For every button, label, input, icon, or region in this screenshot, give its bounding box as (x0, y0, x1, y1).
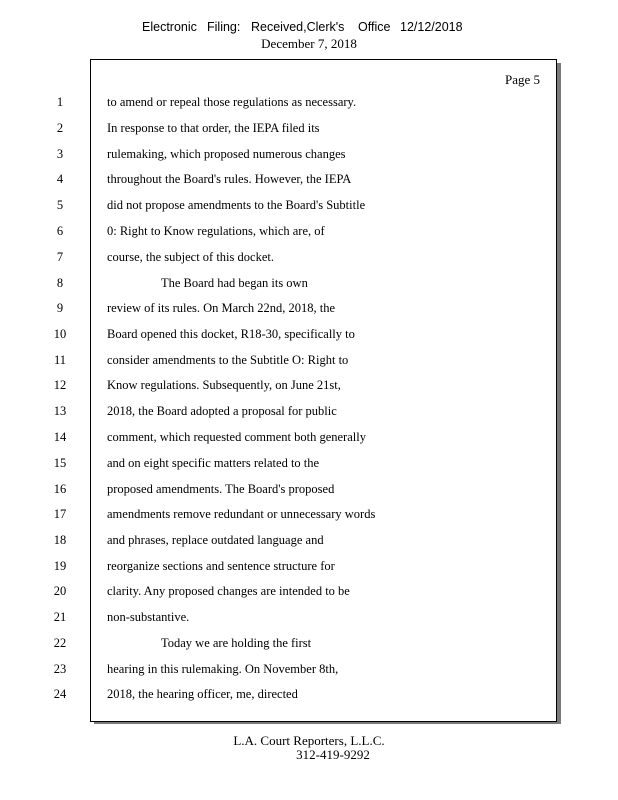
line-number: 6 (56, 224, 64, 238)
line-number: 24 (53, 687, 67, 701)
line-number: 15 (53, 456, 67, 470)
line-number: 21 (53, 610, 67, 624)
line-number: 1 (56, 95, 64, 109)
transcript-line: and on eight specific matters related to the (107, 456, 320, 470)
line-number: 4 (56, 172, 64, 186)
line-number: 12 (53, 378, 67, 392)
transcript-line: non-substantive. (107, 610, 190, 624)
line-number: 9 (56, 301, 64, 315)
line-number: 8 (56, 276, 64, 290)
line-number: 22 (53, 636, 67, 650)
stamp-word-received-clerks: Received,Clerk's (251, 20, 345, 34)
court-reporter-phone-text: 312-419-9292 (296, 747, 370, 762)
transcript-line: comment, which requested comment both generally (107, 430, 366, 444)
stamp-word-filing: Filing: (207, 20, 241, 34)
transcript-line: hearing in this rulemaking. On November 8th, (107, 662, 339, 676)
transcript-line: rulemaking, which proposed numerous changes (107, 147, 346, 161)
line-number: 13 (53, 404, 67, 418)
electronic-filing-stamp (0, 20, 618, 36)
line-number: 20 (53, 584, 67, 598)
transcript-line: 2018, the hearing officer, me, directed (107, 687, 298, 701)
court-reporter-phone (0, 747, 618, 763)
line-number: 16 (53, 482, 67, 496)
transcript-line: 2018, the Board adopted a proposal for public (107, 404, 337, 418)
line-number: 11 (53, 353, 67, 367)
line-number: 19 (53, 559, 67, 573)
page-number: Page 5 (504, 72, 540, 87)
line-number: 10 (53, 327, 67, 341)
transcript-line: course, the subject of this docket. (107, 250, 274, 264)
transcript-line: to amend or repeal those regulations as necessary. (107, 95, 357, 109)
line-number: 18 (53, 533, 67, 547)
stamp-word-office: Office (358, 20, 391, 34)
court-reporter-name: L.A. Court Reporters, L.L.C. (233, 733, 385, 748)
line-number: 3 (56, 147, 64, 161)
transcript-line: Today we are holding the first (161, 636, 312, 650)
transcript-line: amendments remove redundant or unnecessary words (107, 507, 376, 521)
transcript-line: The Board had began its own (161, 276, 308, 290)
transcript-line: In response to that order, the IEPA filed its (107, 121, 320, 135)
transcript-line: Know regulations. Subsequently, on June 21st, (107, 378, 341, 392)
line-number: 5 (56, 198, 64, 212)
line-number: 23 (53, 662, 67, 676)
line-number: 2 (56, 121, 64, 135)
line-number: 7 (56, 250, 64, 264)
transcript-line: proposed amendments. The Board's proposed (107, 482, 335, 496)
transcript-line: consider amendments to the Subtitle O: Right to (107, 353, 349, 367)
hearing-date (0, 36, 618, 52)
transcript-line: 0: Right to Know regulations, which are, of (107, 224, 325, 238)
hearing-date-text: December 7, 2018 (261, 36, 357, 51)
line-number: 17 (53, 507, 67, 521)
stamp-date: 12/12/2018 (400, 20, 463, 34)
transcript-line: and phrases, replace outdated language and (107, 533, 324, 547)
transcript-line: reorganize sections and sentence structure for (107, 559, 335, 573)
line-number: 14 (53, 430, 67, 444)
transcript-line: throughout the Board's rules. However, the IEPA (107, 172, 352, 186)
transcript-line: clarity. Any proposed changes are intended to be (107, 584, 350, 598)
transcript-line: review of its rules. On March 22nd, 2018, the (107, 301, 336, 315)
transcript-line: did not propose amendments to the Board's Subtitle (107, 198, 366, 212)
transcript-line: Board opened this docket, R18-30, specifically to (107, 327, 355, 341)
stamp-word-electronic: Electronic (142, 20, 197, 34)
